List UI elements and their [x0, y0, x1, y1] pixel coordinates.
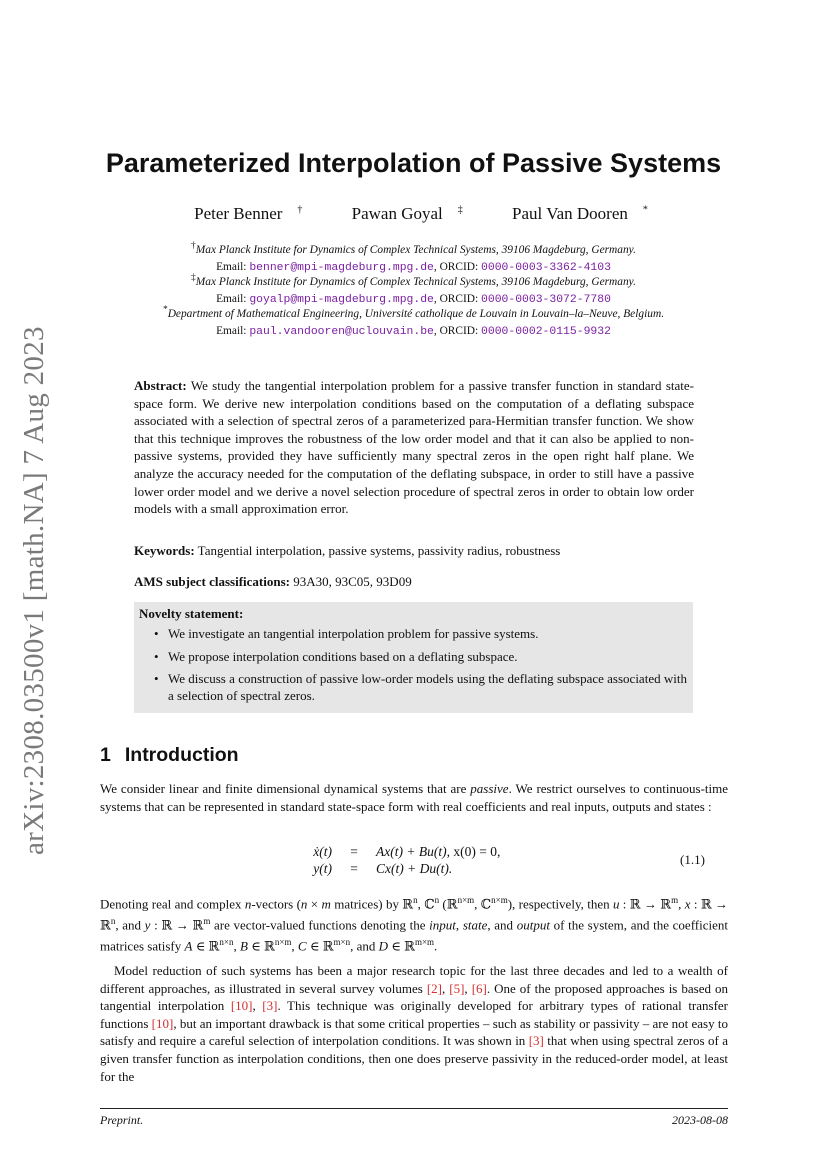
- abstract-label: Abstract:: [134, 378, 187, 393]
- novelty-heading: Novelty statement:: [139, 606, 244, 621]
- orcid-link[interactable]: 0000-0003-3072-7780: [481, 293, 611, 306]
- footer-left: Preprint.: [100, 1113, 144, 1127]
- affiliation: *Department of Mathematical Engineering, Université catholique de Louvain in Louvain–la–Neuve, Belgium. Email: paul.vandooren@uclouvain.be, ORCID: 0000-0002-0115-9932: [162, 305, 665, 338]
- email-link[interactable]: benner@mpi-magdeburg.mpg.de: [249, 261, 434, 274]
- section-heading: 1 Introduction: [100, 744, 239, 766]
- author-list: [0, 204, 827, 224]
- author: Pawan Goyal ‡: [351, 204, 463, 223]
- keywords: Keywords: Tangential interpolation, passive systems, passivity radius, robustness: [134, 543, 561, 558]
- state-space-equation: ẋ(t) = Ax(t) + Bu(t), x(0) = 0, y(t) = Cx(t) + Du(t).: [313, 844, 501, 876]
- paper-title: Parameterized Interpolation of Passive Systems: [105, 148, 722, 178]
- abstract-text: We study the tangential interpolation problem for a passive transfer function in standard state-space form. We derive new interpolation conditions based on the computation of a deflating subspace associated with a selection of spectral zeros of a parameterized para-Hermitian transfer function. We show that this technique improves the robustness of the low order model and that it can also be applied to non-passive systems, provided they have sufficiently many spectral zeros in the open right half plane. We analyze the accuracy needed for the computation of the deflating subspace, in order to still have a passive lower order model and we derive a novel selection procedure of spectral zeros in order to obtain low order models with a small approximation error.: [134, 378, 694, 517]
- email-link[interactable]: goyalp@mpi-magdeburg.mpg.de: [249, 293, 434, 306]
- affiliation: †Max Planck Institute for Dynamics of Complex Technical Systems, 39106 Magdeburg, Germany. Email: benner@mpi-magdeburg.mpg.de, ORCID: 0000-0003-3362-4103: [191, 241, 636, 274]
- equation-number: (1.1): [680, 852, 705, 867]
- email-link[interactable]: paul.vandooren@uclouvain.be: [249, 325, 434, 338]
- footer-divider: [100, 1108, 728, 1109]
- list-item: • We propose interpolation conditions based on a deflating subspace.: [154, 648, 518, 664]
- orcid-link[interactable]: 0000-0002-0115-9932: [481, 325, 611, 338]
- author: Paul Van Dooren *: [512, 204, 648, 223]
- list-item: • We discuss a construction of passive low-order models using the deflating subspace associated with a selection of spectral zeros.: [154, 671, 687, 703]
- ams-classifications: AMS subject classifications: 93A30, 93C05, 93D09: [134, 574, 412, 589]
- list-item: • We investigate an tangential interpolation problem for passive systems.: [154, 626, 539, 641]
- novelty-box: [134, 602, 693, 713]
- arxiv-stamp: arXiv:2308.03500v1 [math.NA] 7 Aug 2023: [18, 326, 50, 855]
- paragraph: Model reduction of such systems has been a major research topic for the last three decades and led to a wealth of different approaches, as illustrated in several survey volumes [2], [5], [6]. One of the proposed approaches is based on tangential interpolation [10], [3]. This technique was originally developed for arbitrary types of rational transfer functions [10], but an important drawback is that some critical properties – such as stability or passivity – are not easy to satisfy and require a careful selection of interpolation conditions. It was shown in [3] that when using spectral zeros of a given transfer function as interpolation conditions, then one does preserve passivity in the reduced-order model, at least for the: [100, 963, 729, 1084]
- footer-date: 2023-08-08: [672, 1113, 728, 1127]
- orcid-link[interactable]: 0000-0003-3362-4103: [481, 261, 611, 274]
- author: Peter Benner †: [194, 204, 303, 223]
- paragraph: We consider linear and finite dimensional dynamical systems that are passive. We restrict ourselves to continuous-time systems that can be represented in standard state-space form with real coefficients and real inputs, outputs and states :: [100, 781, 728, 814]
- abstract: [134, 377, 694, 518]
- affiliation: ‡Max Planck Institute for Dynamics of Complex Technical Systems, 39106 Magdeburg, Germany. Email: goyalp@mpi-magdeburg.mpg.de, ORCID: 0000-0003-3072-7780: [191, 273, 636, 306]
- paragraph: Denoting real and complex n-vectors (n × m matrices) by ℝ$^n$, ℂ$^n$ (ℝ$^{n\times m}$, ℂ$^{n\times m}$), respectively, then u : ℝ → ℝ$^m$, x : ℝ → ℝ$^n$, and y : ℝ → ℝ$^m$ are vector-valued functions denoting the input, state, and output of the system, and the coefficient matrices satisfy A ∈ ℝ$^{n\times n}$, B ∈ ℝ$^{n\times m}$, C ∈ ℝ$^{m\times n}$, and D ∈ ℝ$^{m\times m}$.: [100, 895, 729, 954]
